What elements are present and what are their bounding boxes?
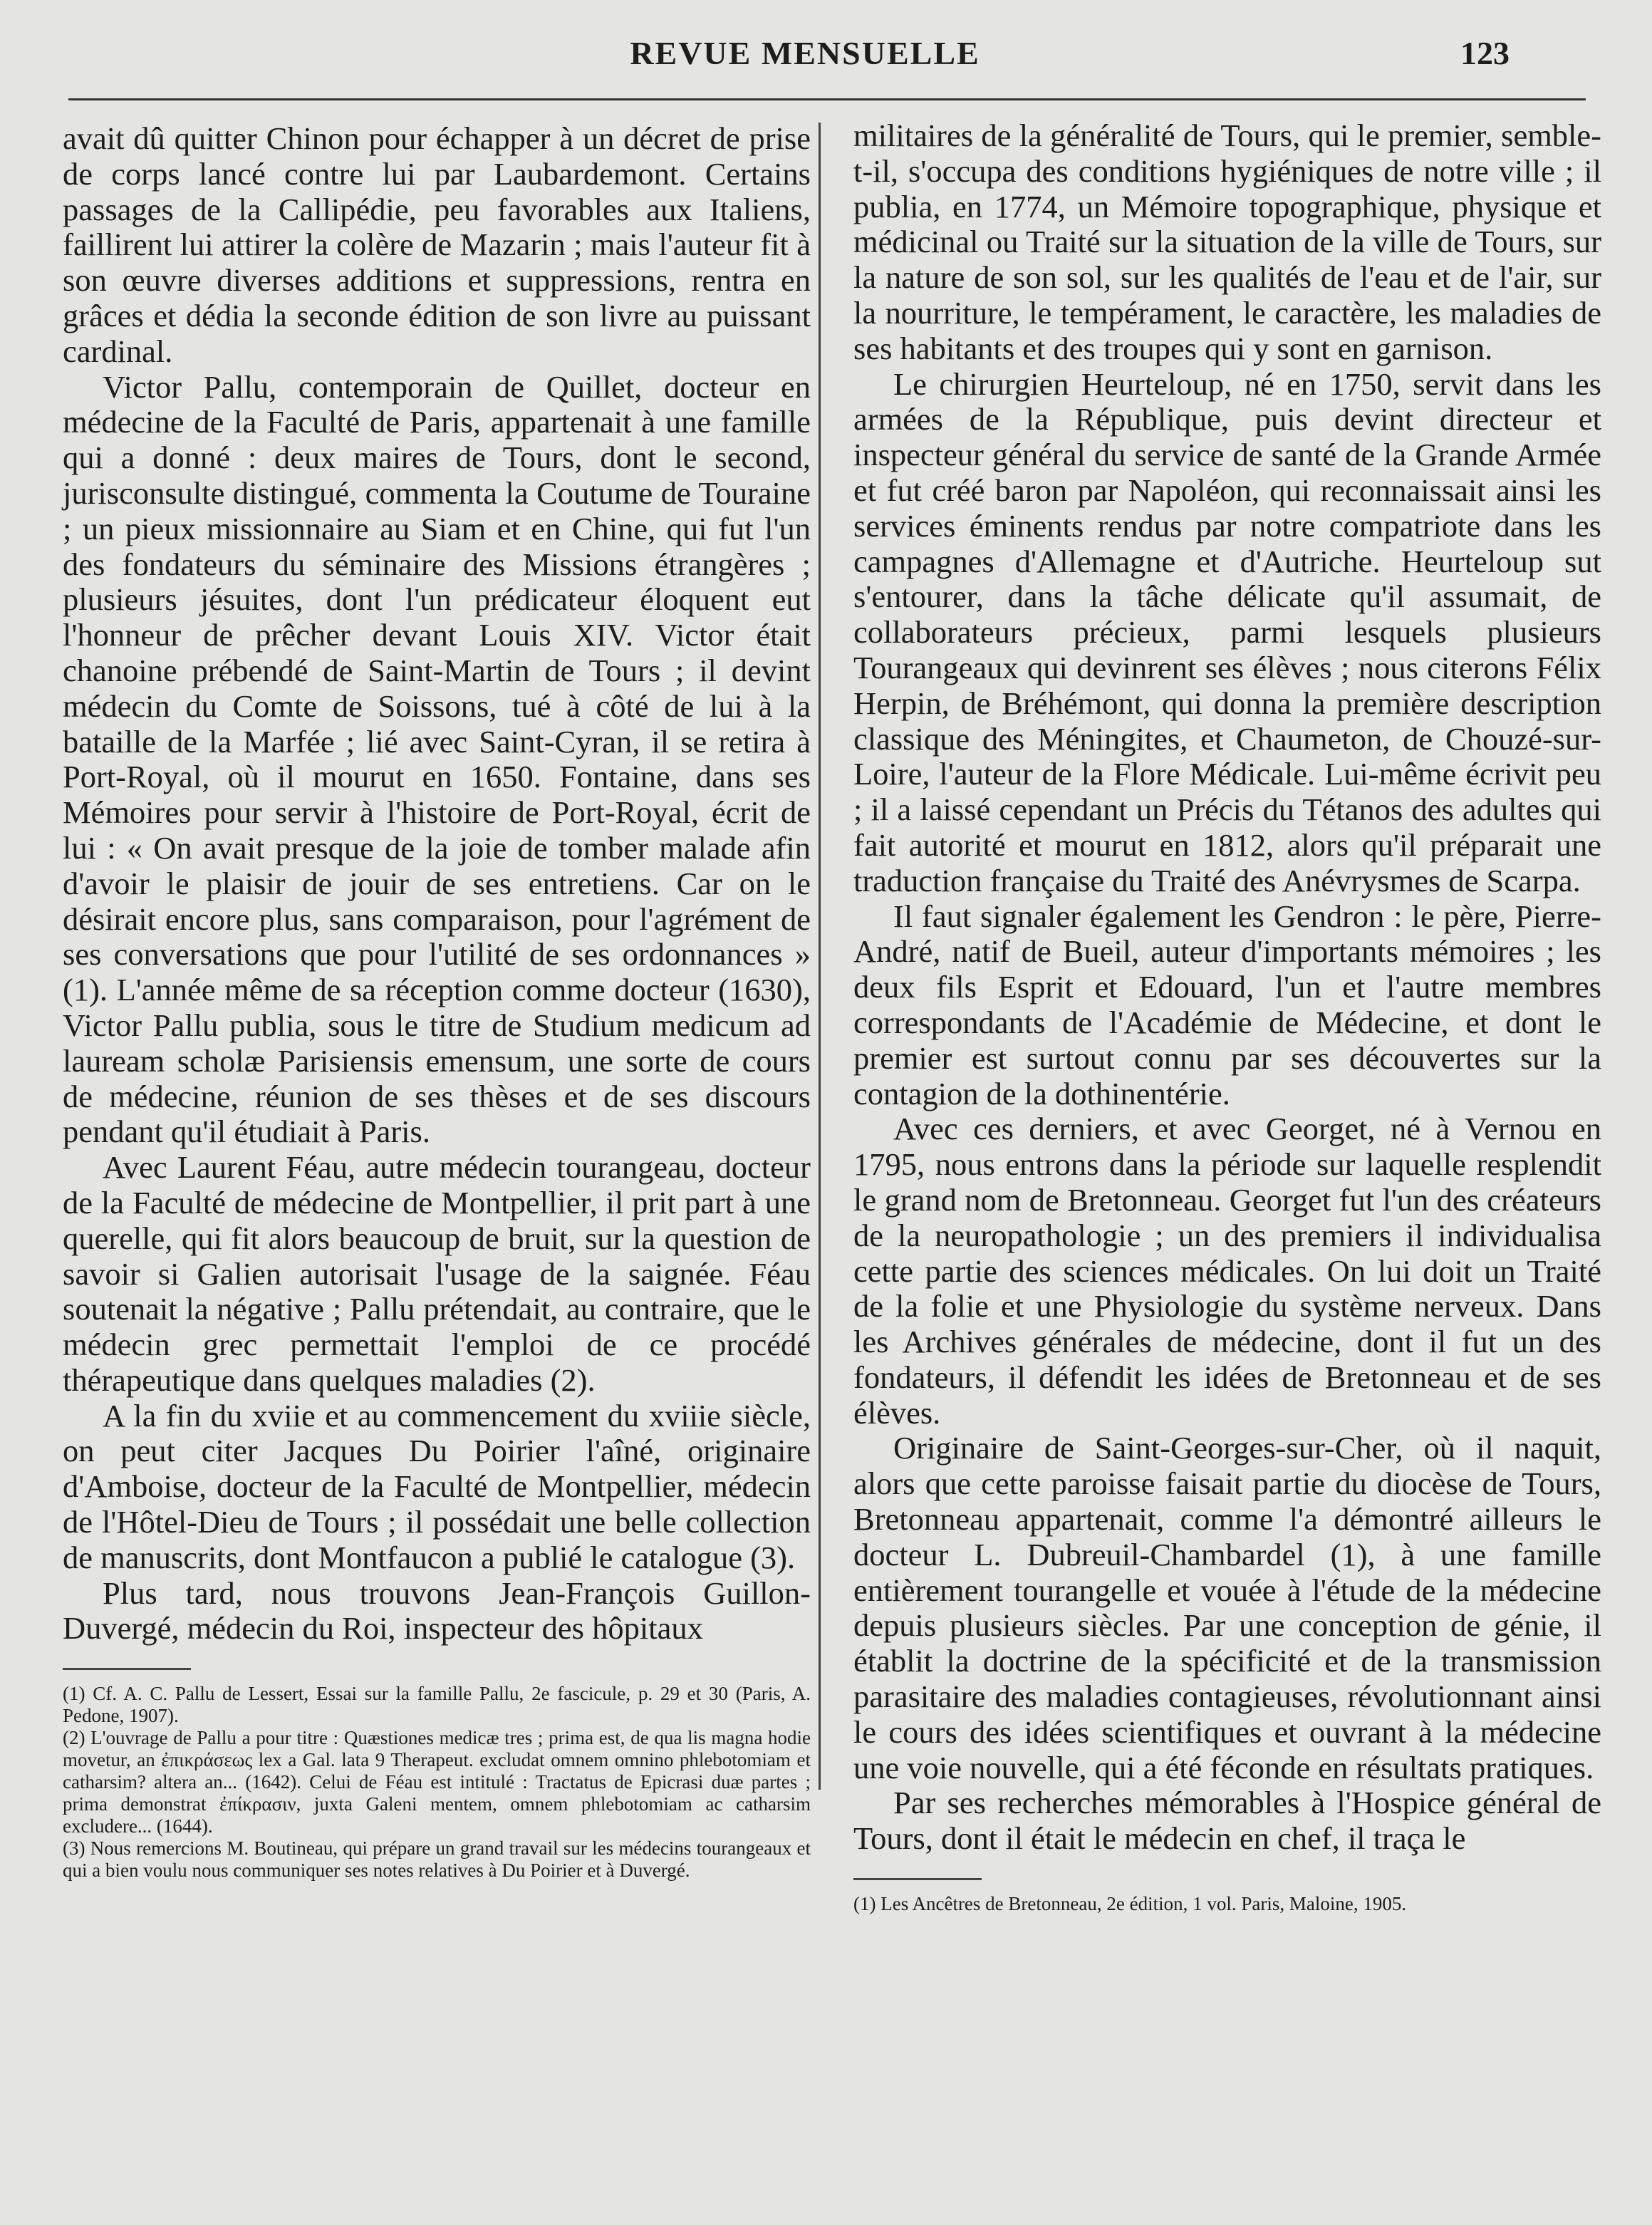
right-paragraph-4: Avec ces derniers, et avec Georget, né à Vernou en 1795, nous entrons dans la période sur laquelle resplendit le grand nom de Bretonneau. Georget fut l'un des créateurs de la neuropathologie ; un des premiers il individualisa cette partie des sciences médicales. On lui doit un Traité de la folie et une Physiologie du système nerveux. Dans les Archives générales de médecine, dont il fut un des fondateurs, il défendit les idées de Bretonneau et de ses élèves. [853, 1111, 1601, 1431]
left-paragraph-1: avait dû quitter Chinon pour échapper à un décret de prise de corps lancé contre lui par Laubardemont. Certains passages de la Callipédie, peu favorables aux Italiens, faillirent lui attirer la colère de Mazarin ; mais l'auteur fit à son œuvre diverses additions et suppressions, rentra en grâces et dédia la seconde édition de son livre au puissant cardinal. [63, 120, 811, 369]
right-paragraph-1: militaires de la généralité de Tours, qui le premier, semble-t-il, s'occupa des conditions hygiéniques de notre ville ; il publia, en 1774, un Mémoire topographique, physique et médicinal ou Traité sur la situation de la ville de Tours, sur la nature de son sol, sur les qualités de l'eau et de l'air, sur la nourriture, le tempérament, le caractère, les maladies de ses habitants et des troupes qui y sont en garnison. [853, 118, 1601, 366]
left-footnote-2: (2) L'ouvrage de Pallu a pour titre : Quæstiones medicæ tres ; prima est, de qua lis magna hodie movetur, an ἐπικράσεως lex a Gal. lata 9 Therapeut. excludat omnem omnino phlebotomiam et catharsim? altera an... (1642). Celui de Féau est intitulé : Tractatus de Epicrasi duæ partes ; prima demonstrat ἐπίκρασιν, juxta Galeni mentem, omnem phlebotomiam ac catharsim excludere... (1644). [63, 1727, 811, 1837]
right-body-text [853, 118, 1601, 1857]
left-paragraph-2: Victor Pallu, contemporain de Quillet, docteur en médecine de la Faculté de Paris, appartenait à une famille qui a donné : deux maires de Tours, dont le second, jurisconsulte distingué, commenta la Coutume de Touraine ; un pieux missionnaire au Siam et en Chine, qui fut l'un des fondateurs du séminaire des Missions étrangères ; plusieurs jésuites, dont l'un prédicateur éloquent eut l'honneur de prêcher devant Louis XIV. Victor était chanoine prébendé de Saint-Martin de Tours ; il devint médecin du Comte de Soissons, tué à côté de lui à la bataille de la Marfée ; lié avec Saint-Cyran, il se retira à Port-Royal, où il mourut en 1650. Fontaine, dans ses Mémoires pour servir à l'histoire de Port-Royal, écrit de lui : « On avait presque de la joie de tomber malade afin d'avoir le plaisir de jouir de ses entretiens. Car on le désirait encore plus, sans comparaison, pour l'agrément de ses conversations que pour l'utilité de ses ordonnances » (1). L'année même de sa réception comme docteur (1630), Victor Pallu publia, sous le titre de Studium medicum ad lauream scholæ Parisiensis emensum, une sorte de cours de médecine, réunion de ses thèses et de ses discours pendant qu'il étudiait à Paris. [63, 368, 811, 1150]
left-paragraph-4: A la fin du xviie et au commencement du xviiie siècle, on peut citer Jacques Du Poirier l'aîné, originaire d'Amboise, docteur de la Faculté de Montpellier, médecin de l'Hôtel-Dieu de Tours ; il possédait une belle collection de manuscrits, dont Montfaucon a publié le catalogue (3). [63, 1397, 811, 1575]
right-paragraph-6: Par ses recherches mémorables à l'Hospice général de Tours, dont il était le médecin en chef, il traça le [853, 1785, 1601, 1857]
right-footnotes [853, 1893, 1601, 1915]
left-body-text [63, 121, 811, 1646]
right-footnote-1: (1) Les Ancêtres de Bretonneau, 2e édition, 1 vol. Paris, Maloine, 1905. [853, 1893, 1407, 1915]
right-footnote-rule [853, 1878, 982, 1880]
left-column [63, 121, 811, 1882]
page-header [0, 0, 1652, 107]
left-footnotes [63, 1683, 811, 1882]
page-number: 123 [1460, 35, 1510, 71]
right-column [853, 118, 1601, 1915]
left-footnote-rule [63, 1668, 191, 1670]
right-paragraph-3: Il faut signaler également les Gendron : le père, Pierre-André, natif de Bueil, auteur d'importants mémoires ; les deux fils Esprit et Edouard, l'un et l'autre membres correspondants de l'Académie de Médecine, et dont le premier est surtout connu par ses découvertes sur la contagion de la dothinentérie. [853, 898, 1601, 1111]
running-title: REVUE MENSUELLE [630, 35, 980, 71]
header-rule [68, 98, 1586, 100]
left-paragraph-5: Plus tard, nous trouvons Jean-François Guillon-Duvergé, médecin du Roi, inspecteur des hôpitaux [63, 1575, 811, 1646]
left-footnote-1: (1) Cf. A. C. Pallu de Lessert, Essai sur la famille Pallu, 2e fascicule, p. 29 et 30 (Paris, A. Pedone, 1907). [63, 1683, 811, 1727]
left-footnote-3: (3) Nous remercions M. Boutineau, qui prépare un grand travail sur les médecins tourangeaux et qui a bien voulu nous communiquer ses notes relatives à Du Poirier et à Duvergé. [63, 1837, 811, 1882]
column-divider [819, 123, 821, 1790]
right-paragraph-5: Originaire de Saint-Georges-sur-Cher, où il naquit, alors que cette paroisse faisait partie du diocèse de Tours, Bretonneau appartenait, comme l'a démontré ailleurs le docteur L. Dubreuil-Chambardel (1), à une famille entièrement tourangelle et vouée à l'étude de la médecine depuis plusieurs siècles. Par une conception de génie, il établit la doctrine de la spécificité et de la transmission parasitaire des maladies contagieuses, révolutionnant ainsi le cours des idées scientifiques et ouvrant à la médecine une voie nouvelle, qui a été féconde en résultats pratiques. [853, 1430, 1601, 1785]
right-paragraph-2: Le chirurgien Heurteloup, né en 1750, servit dans les armées de la République, puis devint directeur et inspecteur général du service de santé de la Grande Armée et fut créé baron par Napoléon, qui reconnaissait ainsi les services éminents rendus par notre compatriote dans les campagnes d'Allemagne et d'Autriche. Heurteloup sut s'entourer, dans la tâche délicate qu'il assumait, de collaborateurs précieux, parmi lesquels plusieurs Tourangeaux qui devinrent ses élèves ; nous citerons Félix Herpin, de Bréhémont, qui donna la première description classique des Méningites, et Chaumeton, de Chouzé-sur-Loire, l'auteur de la Flore Médicale. Lui-même écrivit peu ; il a laissé cependant un Précis du Tétanos des adultes qui fait autorité et mourut en 1812, alors qu'il préparait une traduction française du Traité des Anévrysmes de Scarpa. [853, 365, 1601, 898]
left-paragraph-3: Avec Laurent Féau, autre médecin tourangeau, docteur de la Faculté de médecine de Montpellier, il prit part à une querelle, qui fit alors beaucoup de bruit, sur la question de savoir si Galien autorisait l'usage de la saignée. Féau soutenait la négative ; Pallu prétendait, au contraire, que le médecin grec permettait l'emploi de ce procédé thérapeutique dans quelques maladies (2). [63, 1149, 811, 1398]
